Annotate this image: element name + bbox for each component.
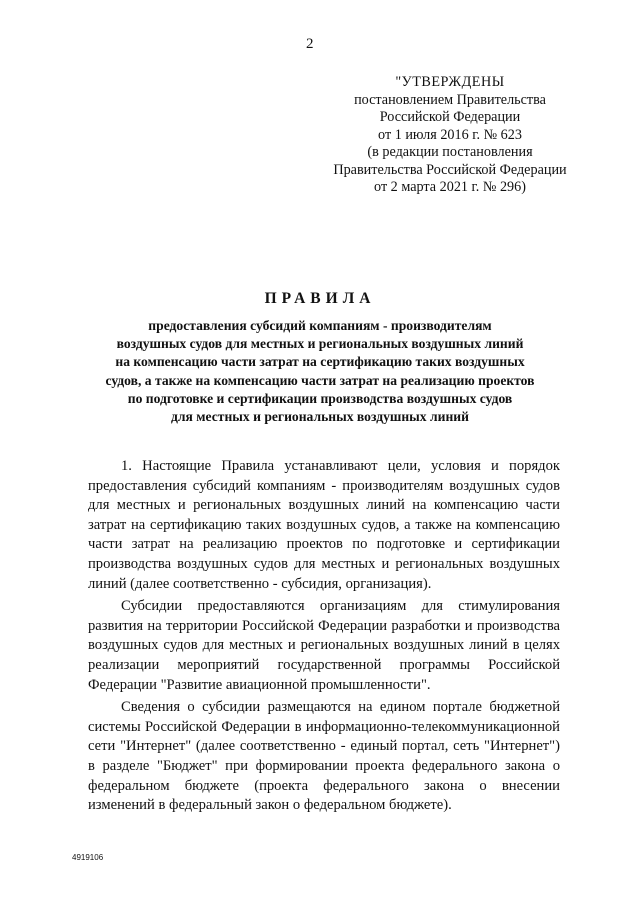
body-line: сети "Интернет" (далее соответственно - единый портал, сеть "Интернет") (88, 738, 560, 755)
body-line: в разделе "Бюджет" при формировании проекта федерального закона о (88, 757, 560, 774)
subtitle-line: воздушных судов для местных и региональных воздушных линий (116, 336, 524, 352)
body-line: развития на территории Российской Федерации разработки и производства (88, 617, 560, 634)
body-line: 1. Настоящие Правила устанавливают цели, условия и порядок (121, 458, 560, 474)
body-paragraph (88, 457, 560, 594)
subtitle-line: на компенсацию части затрат на сертификацию таких воздушных (115, 354, 525, 370)
approval-line: постановлением Правительства (354, 91, 546, 108)
body-line: Федерации "Развитие авиационной промышленности". (88, 676, 431, 693)
approval-line: от 1 июля 2016 г. № 623 (378, 126, 522, 143)
body-line: затрат на сертификацию таких воздушных судов, а также на компенсацию (88, 516, 560, 533)
body-line: воздушных судов для местных и региональных воздушных линий в целях (88, 637, 560, 654)
document-code: 4919106 (72, 853, 104, 862)
body-line: федеральном бюджете (проекта федерального закона о внесении (88, 777, 560, 794)
approval-heading: "УТВЕРЖДЕНЫ (395, 74, 505, 90)
approval-line: от 2 марта 2021 г. № 296) (374, 179, 526, 195)
page-number: 2 (306, 36, 314, 52)
document-body (88, 457, 560, 819)
body-line: изменений в федеральный закон о федеральном бюджете). (88, 797, 452, 814)
subtitle-line: судов, а также на компенсацию части затрат на реализацию проектов (105, 372, 535, 388)
document-subtitle (70, 317, 570, 426)
subtitle-line: предоставления субсидий компаниям - производителям (148, 318, 492, 333)
approval-line: Правительства Российской Федерации (333, 161, 567, 178)
approval-line: Российской Федерации (379, 109, 521, 125)
approval-line: (в редакции постановления (367, 144, 533, 160)
body-line: системы Российской Федерации в информационно-телекоммуникационной (88, 718, 560, 735)
approval-block (300, 74, 600, 197)
body-line: производства воздушных судов для местных и региональных воздушных (88, 555, 560, 572)
body-line: Сведения о субсидии размещаются на едином портале бюджетной (121, 699, 560, 716)
body-line: Субсидии предоставляются организациям для стимулирования (121, 598, 560, 615)
body-line: части затрат на реализацию проектов по подготовке и сертификации (88, 536, 560, 553)
body-paragraph (88, 698, 560, 816)
subtitle-line: по подготовке и сертификации производства воздушных судов (127, 390, 513, 406)
body-line: линий (далее соответственно - субсидия, организация). (88, 575, 432, 592)
body-line: для местных и региональных воздушных линий на компенсацию части (88, 497, 560, 514)
subtitle-line: для местных и региональных воздушных линий (171, 409, 469, 425)
body-paragraph (88, 597, 560, 695)
document-title: ПРАВИЛА (264, 290, 376, 307)
body-line: реализации мероприятий государственной программы Российской (88, 656, 560, 673)
body-line: предоставления субсидий компаниям - производителям воздушных судов (88, 477, 560, 494)
